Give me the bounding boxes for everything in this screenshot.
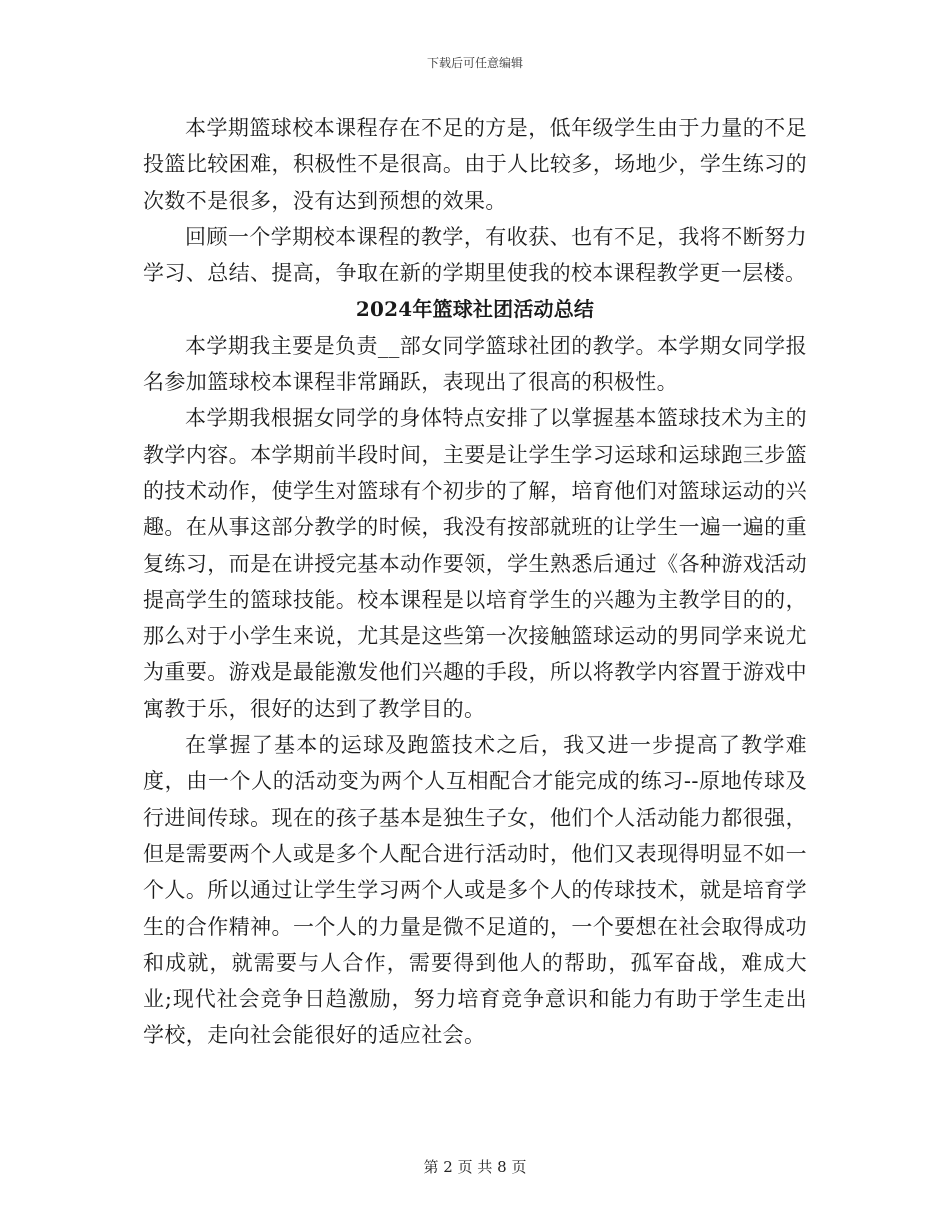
intro-paragraph-1: 本学期篮球校本课程存在不足的方是，低年级学生由于力量的不足投篮比较困难，积极性不是很高。由于人比较多，场地少，学生练习的次数不是很多，没有达到预想的效果。 <box>143 116 807 213</box>
intro-paragraph-2: 回顾一个学期校本课程的教学，有收获、也有不足，我将不断努力学习、总结、提高，争取在新的学期里使我的校本课程教学更一层楼。 <box>143 224 807 286</box>
page-header: 下载后可任意编辑 <box>426 56 523 70</box>
document-body <box>143 110 807 1054</box>
section-title: 2024年篮球社团活动总结 <box>355 297 595 322</box>
section-paragraph-1: 本学期我主要是负责__部女同学篮球社团的教学。本学期女同学报名参加篮球校本课程非常踊跃，表现出了很高的积极性。 <box>143 333 807 395</box>
section-paragraph-3: 在掌握了基本的运球及跑篮技术之后，我又进一步提高了教学难度，由一个人的活动变为两个人互相配合才能完成的练习--原地传球及行进间传球。现在的孩子基本是独生子女，他们个人活动能力都很强，但是需要两个人或是多个人配合进行活动时，他们又表现得明显不如一个人。所以通过让学生学习两个人或是多个人的传球技术，就是培育学生的合作精神。一个人的力量是微不足道的，一个要想在社会取得成功和成就，就需要与人合作，需要得到他人的帮助，孤军奋战，难成大业;现代社会竞争日趋激励，努力培育竞争意识和能力有助于学生走出学校，走向社会能很好的适应社会。 <box>143 733 807 1048</box>
page-number: 第 2 页 共 8 页 <box>423 1158 527 1176</box>
section-paragraph-2: 本学期我根据女同学的身体特点安排了以掌握基本篮球技术为主的教学内容。本学期前半段时间，主要是让学生学习运球和运球跑三步篮的技术动作，使学生对篮球有个初步的了解，培育他们对篮球运动的兴趣。在从事这部分教学的时候，我没有按部就班的让学生一遍一遍的重复练习，而是在讲授完基本动作要领，学生熟悉后通过《各种游戏活动提高学生的篮球技能。校本课程是以培育学生的兴趣为主教学目的的，那么对于小学生来说，尤其是这些第一次接触篮球运动的男同学来说尤为重要。游戏是最能激发他们兴趣的手段，所以将教学内容置于游戏中寓教于乐，很好的达到了教学目的。 <box>143 406 807 721</box>
